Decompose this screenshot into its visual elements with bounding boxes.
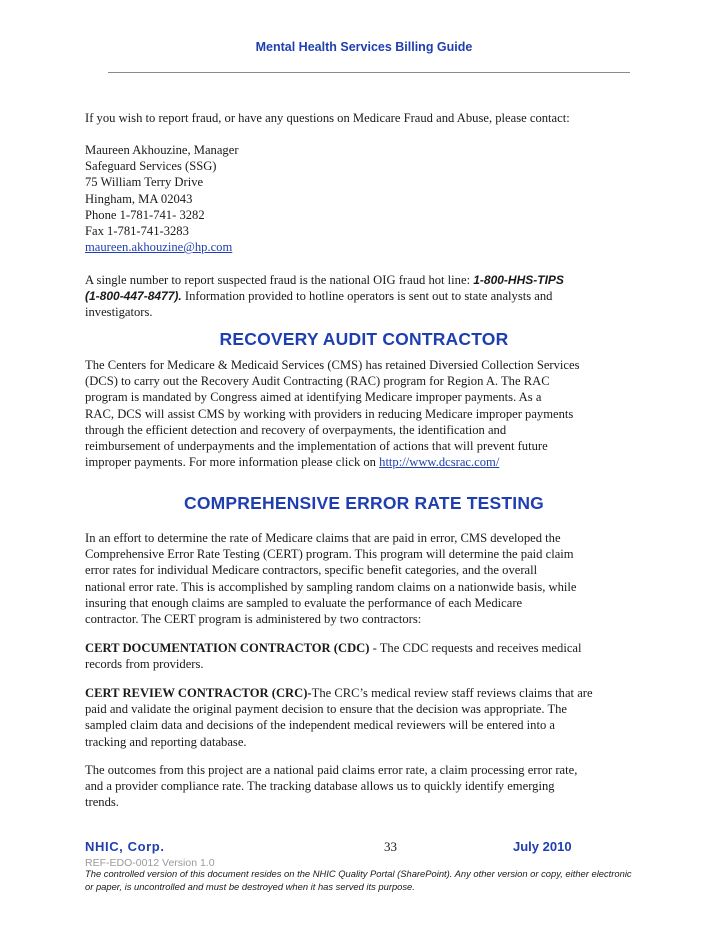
contact-email-link[interactable]: maureen.akhouzine@hp.com (85, 240, 233, 255)
rac-line: The Centers for Medicare & Medicaid Services (CMS) has retained Diversied Collection Services (85, 358, 580, 372)
control-notice-line: The controlled version of this document resides on the NHIC Quality Portal (SharePoint). Any other version or copy, either electronic (85, 868, 632, 879)
hotline-text-after: Information provided to hotline operators is sent out to state analysts and (181, 289, 553, 304)
header-title: Mental Health Services Billing Guide (255, 40, 473, 54)
crc-line: tracking and reporting database. (85, 734, 247, 749)
cdc-label: CERT DOCUMENTATION CONTRACTOR (CDC) (85, 641, 370, 655)
cert-intro-line: Comprehensive Error Rate Testing (CERT) program. This program will determine the paid claim (85, 547, 574, 562)
crc-line: sampled claim data and decisions of the independent medical reviewers will be entered into a (85, 718, 555, 733)
cert-intro-line: national error rate. This is accomplished by sampling random claims on a nationwide basis, while (85, 579, 577, 594)
rac-line: program is mandated by Congress aimed at identifying Medicare improper payments. As a (85, 390, 542, 405)
hotline-text-before: A single number to report suspected fraud is the national OIG fraud hot line: (85, 273, 474, 287)
footer-date: July 2010 (513, 839, 572, 854)
rac-paragraph (85, 357, 655, 470)
fraud-intro (85, 110, 655, 126)
outcome-line: and a provider compliance rate. The tracking database allows us to quickly identify emerging (85, 779, 555, 794)
header-rule (108, 72, 630, 73)
cert-intro-line: contractor. The CERT program is administered by two contractors: (85, 612, 422, 627)
cdc-text: - The CDC requests and receives medical (369, 641, 582, 655)
crc-text: The CRC’s medical review staff reviews claims that are (311, 686, 593, 700)
cert-heading: COMPREHENSIVE ERROR RATE TESTING (184, 493, 544, 513)
cert-intro-line: insuring that enough claims are sampled to evaluate the performance of each Medicare (85, 595, 523, 610)
contact-org: Safeguard Services (SSG) (85, 159, 217, 174)
control-notice (85, 868, 655, 893)
hotline-number: 1-800-HHS-TIPS (473, 273, 564, 287)
contact-phone: Phone 1-781-741- 3282 (85, 207, 205, 222)
hotline-number-alt: (1-800-447-8477). (85, 289, 182, 304)
document-reference: REF-EDO-0012 Version 1.0 (85, 857, 215, 869)
crc-paragraph (85, 685, 655, 750)
contact-city: Hingham, MA 02043 (85, 191, 193, 206)
crc-line: paid and validate the original payment decision to ensure that the decision was appropriate. The (85, 702, 568, 717)
contact-street: 75 William Terry Drive (85, 175, 204, 190)
rac-line: reimbursement of underpayments and the implementation of actions that will prevent future (85, 439, 548, 454)
control-notice-line: or paper, is uncontrolled and must be destroyed when it has served its purpose. (85, 880, 415, 892)
rac-heading: RECOVERY AUDIT CONTRACTOR (219, 329, 509, 349)
cert-intro-line: In an effort to determine the rate of Medicare claims that are paid in error, CMS developed the (85, 531, 561, 545)
contact-fax: Fax 1-781-741-3283 (85, 224, 189, 239)
outcome-line: trends. (85, 795, 119, 810)
hotline-paragraph (85, 272, 655, 321)
fraud-intro-text: If you wish to report fraud, or have any questions on Medicare Fraud and Abuse, please contact: (85, 111, 570, 125)
hotline-text-last: investigators. (85, 305, 153, 320)
rac-line: (DCS) to carry out the Recovery Audit Contracting (RAC) program for Region A. The RAC (85, 374, 550, 389)
outcome-paragraph (85, 762, 655, 811)
dcsrac-link[interactable]: http://www.dcsrac.com/ (379, 455, 500, 470)
footer-org: NHIC, Corp. (85, 839, 165, 854)
outcome-line: The outcomes from this project are a national paid claims error rate, a claim processing error rate, (85, 763, 578, 777)
rac-line: RAC, DCS will assist CMS by working with providers in reducing Medicare improper payments (85, 406, 574, 421)
page-number: 33 (384, 839, 397, 854)
crc-label: CERT REVIEW CONTRACTOR (CRC)- (85, 686, 312, 700)
cdc-text-cont: records from providers. (85, 657, 204, 672)
contact-name: Maureen Akhouzine, Manager (85, 143, 239, 157)
cert-intro-line: error rates for individual Medicare contractors, specific benefit categories, and the overall (85, 563, 538, 578)
cdc-paragraph (85, 640, 655, 672)
rac-line: through the efficient detection and recovery of overpayments, the identification and (85, 422, 507, 437)
contact-block (85, 142, 655, 255)
rac-last-line: improper payments. For more information please click on (85, 455, 380, 470)
cert-intro-paragraph (85, 530, 655, 627)
